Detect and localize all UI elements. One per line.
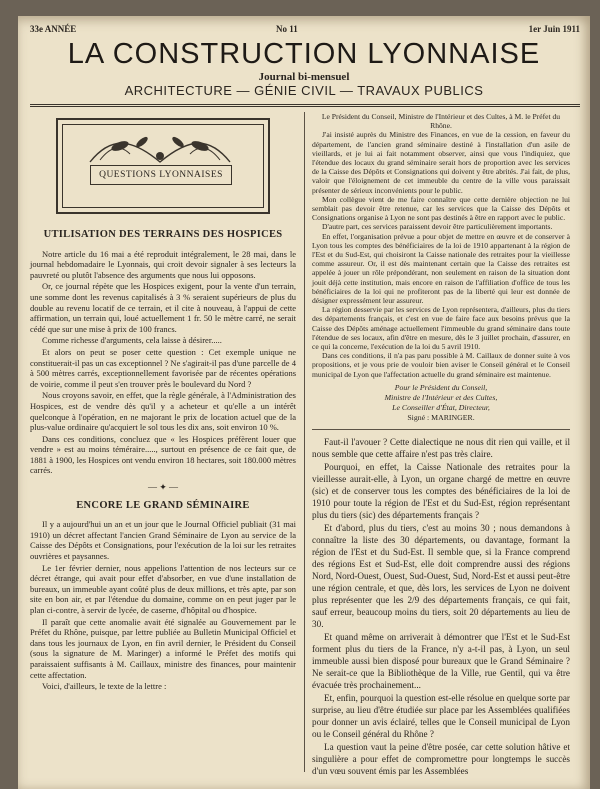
paragraph: Pourquoi, en effet, la Caisse Nationale des retraites pour la vieillesse aurait-elle, à Lyon, un organe chargé de mettre en œuvre (sic) et de conserver tous les comptes des bénéficiaires de la loi de 1910 pour toute la région de l'Est et du Sud-Est, région représentant plus du tiers (sic) des départements français ?	[312, 461, 570, 520]
paragraph: Or, ce journal répète que les Hospices exigent, pour la vente d'un terrain, une somme dont les revenus capitalisés à 3 % seraient supérieurs de plus du double au revenu locatif de ce terrain, et il cite à nouveau, à l'appui de cette affirmation, un terrain qui, loué actuellement 1 fr. 50 le mètre carré, ne serait cédé que sur une mise à prix de 100 francs.	[30, 281, 296, 334]
masthead-rule-double	[30, 106, 580, 107]
signature-line: Ministre de l'Intérieur et des Cultes,	[384, 392, 498, 402]
masthead-rule	[30, 104, 580, 105]
commentary	[312, 436, 570, 777]
paragraph: Il paraît que cette anomalie avait été signalée au Gouvernement par le Préfet du Rhône, puisque, par lettre publiée au Bulletin Municipal Officiel et dans tous les journaux de Lyon, en fin avril dernier, le Président du Conseil (sous la signature de M. Maringer) a informé le Préfet des motifs qui paraissaient suffisants à M. Caillaux, ministre des finances, pour maintenir cette affectation.	[30, 616, 296, 680]
letter-paragraph: La région desservie par les services de Lyon représentera, d'ailleurs, plus du tiers des départements français, et c'est en vue de faire face aux besoins prévus que la Caisse des Dépôts aménage actuellement l'immeuble du grand séminaire dans toute l'étendue de ses locaux, afin d'être en mesure, dès le 3 juillet prochain, d'assurer, en ce qui la concerne, l'exécution de la loi du 5 avril 1910.	[312, 305, 570, 352]
issue-date: 1er Juin 1911	[528, 24, 580, 34]
column-divider	[304, 112, 305, 772]
paragraph: Notre article du 16 mai a été reproduit intégralement, le 28 mai, dans le journal hebdomadaire le Lyonnais, qui croit devoir signaler à ses lecteurs la pauvreté ou plutôt l'absence des arguments que nous lui opposons.	[30, 248, 296, 280]
paragraph: Faut-il l'avouer ? Cette dialectique ne nous dit rien qui vaille, et il nous semble que cette affaire n'est pas très claire.	[312, 436, 570, 459]
article-heading-hospices: UTILISATION DES TERRAINS DES HOSPICES	[43, 229, 283, 240]
right-column	[312, 112, 570, 778]
paragraph: Et alors on peut se poser cette question : Cet exemple unique ne constituerait-il pas un cas exceptionnel ? Ne s'agirait-il pas d'une parcelle de 4 à 500 mètres carrés, exceptionnellement favorisée par de récentes opérations de voirie, comme il peut s'en trouver près le boulevard du Nord ?	[30, 346, 296, 389]
letter-paragraph: J'ai insisté auprès du Ministre des Finances, en vue de la cession, en faveur du département, de l'ancien grand séminaire destiné à l'installation d'un asile de vieillards, et je lui ai fait notamment observer, ainsi que vous l'indiquiez, que l'étendue des locaux du grand séminaire serait hors de proportion avec les services de la Caisse des Dépôts et Consignations qui doivent y être abrités. J'ai fait, de plus, valoir que l'éloignement de cet immeuble du centre de la ville vous paraissait présenter de sérieux inconvénients pour le public.	[312, 130, 570, 195]
signature-line: Le Conseiller d'État, Directeur,	[392, 402, 490, 412]
paragraph: Nous croyons savoir, en effet, que la règle générale, à l'Administration des Hospices, est de vendre dès qu'il y a acheteur et qu'elle a un intérêt quelconque à l'opération, en ne majorant le prix de location actuel que de la plus-value ordinaire qu'acquiert le sol tous les dix ans, soit environ 10 %.	[30, 390, 296, 433]
left-column	[30, 112, 296, 693]
letter-paragraph: Dans ces conditions, il n'a pas paru possible à M. Caillaux de donner suite à vos propositions, et je vous prie de vouloir bien aviser le Conseil général et le Conseil municipal de Lyon que l'affectation actuelle du grand séminaire est maintenue.	[312, 351, 570, 379]
paragraph: Il y a aujourd'hui un an et un jour que le Journal Officiel publiait (31 mai 1910) un décret affectant l'ancien Grand Séminaire de Lyon au service de la Caisse des Dépôts et Consignations, pour l'exécution de la loi sur les retraites ouvrières et paysannes.	[30, 519, 296, 562]
paragraph: Et d'abord, plus du tiers, c'est au moins 30 ; nous demandons à connaître la liste des 30 départements, ou davantage, formant la région de l'Est et du Sud-Est. Il semble que, si la France comprend des régions Est et Sud-Est, elle doit comprendre aussi des régions Nord, Nord-Ouest, Ouest, Sud-Ouest, Sud, Nord-Est et aussi peut-être une région centrale, et que, dès lors, les services de Lyon ne doivent plus représenter que les 2/9 des départements français, ce qui fait, sauf erreur, beaucoup moins du tiers, soit 20 départements au lieu de 30.	[312, 522, 570, 629]
letter-heading: Le Président du Conseil, Ministre de l'Intérieur et des Cultes, à M. le Préfet du Rhône.	[321, 112, 561, 131]
issue-number: No 11	[276, 24, 298, 34]
journal-tagline: ARCHITECTURE — GÉNIE CIVIL — TRAVAUX PUBLICS	[124, 83, 484, 98]
newspaper-page	[18, 16, 590, 789]
journal-title: LA CONSTRUCTION LYONNAISE	[67, 38, 541, 70]
paragraph: Dans ces conditions, concluez que « les Hospices préfèrent louer que vendre » est au moins téméraire....., surtout en présence de ce fait que, de 1881 à 1900, les Hospices ont vendu environ 18 hectares, soit 180.000 mètres carrés.	[30, 433, 296, 476]
volume-year: 33e ANNÉE	[30, 24, 77, 34]
masthead-info-bar	[30, 24, 580, 38]
journal-subtitle: Journal bi-mensuel	[258, 71, 350, 83]
paragraph: Et, enfin, pourquoi la question est-elle résolue en quelque sorte par surprise, au lieu d'être étudiée sur place par les Assemblées qualifiées pour donner un avis éclairé, telles que le Conseil municipal de Lyon ou le Conseil général du Rhône ?	[312, 692, 570, 739]
signature-name: Signé : MARINGER.	[407, 412, 475, 422]
signature-line: Pour le Président du Conseil,	[394, 382, 488, 392]
paragraph: Le 1er février dernier, nous appelions l'attention de nos lecteurs sur ce décret étrange, qui avait pour effet d'absorber, en vue d'une installation de bureaux, un immeuble ayant coûté plus de deux millions, et très apte, par son site en bon air, et par l'étendue du domaine, comme on en peut juger par le plan ci-contre, à servir de lycée, de caserne, d'hôpital ou d'hospice.	[30, 562, 296, 615]
paragraph: Et quand même on arriverait à démontrer que l'Est et le Sud-Est forment plus du tiers de la France, n'y a-t-il pas, à Lyon, un seul immeuble aussi bien disposé pour bureaux que le Grand Séminaire ? Ne serait-ce que la Bibliothèque de la Ville, rue Gentil, qui va être évacuée très prochainement...	[312, 631, 570, 690]
article-heading-seminaire: ENCORE LE GRAND SÉMINAIRE	[76, 499, 250, 511]
paragraph: La question vaut la peine d'être posée, car cette solution hâtive et singulière a pour effet de compromettre pour longtemps le succès d'un vœu souvent émis par les Assemblées	[312, 741, 570, 776]
letter-paragraph: En effet, l'organisation prévue a pour objet de mettre en œuvre et de conserver à Lyon tous les comptes des bénéficiaires de la loi de 1910 appartenant à la région de l'Est et du Sud-Est, qui choisiront la Caisse nationale des retraites pour la vieillesse comme assureur. Or, il est dès maintenant certain que la Caisse des retraites est appelée à jouer un rôle prépondérant, non seulement en raison de la situation dont jouit déjà cette institution, mais encore en raison de l'affiliation d'office de tous les bénéficiaires de la loi qui ne profiteront pas de la liberté qui leur est donnée de désigner expressément leur assureur.	[312, 231, 570, 306]
letter-paragraph: Mon collègue vient de me faire connaître que cette dernière objection ne lui semblait pas devoir être retenue, car les services que la Caisse des Dépôts et Consignations organise à Lyon ne sont pas destinés à être en rapport avec le public.	[312, 194, 570, 223]
letter-signature	[312, 383, 570, 423]
paragraph: Comme richesse d'arguments, cela laisse à désirer.....	[42, 335, 222, 346]
banner-label: QUESTIONS LYONNAISES	[90, 165, 232, 185]
section-banner	[30, 112, 296, 220]
letter-paragraph: D'autre part, ces services paraissent devoir être particulièrement importants.	[322, 222, 553, 232]
letter-divider	[312, 429, 570, 430]
paragraph: Voici, d'ailleurs, le texte de la lettre :	[42, 681, 167, 692]
quoted-letter	[312, 112, 570, 379]
section-separator: — ✦ —	[147, 482, 179, 493]
